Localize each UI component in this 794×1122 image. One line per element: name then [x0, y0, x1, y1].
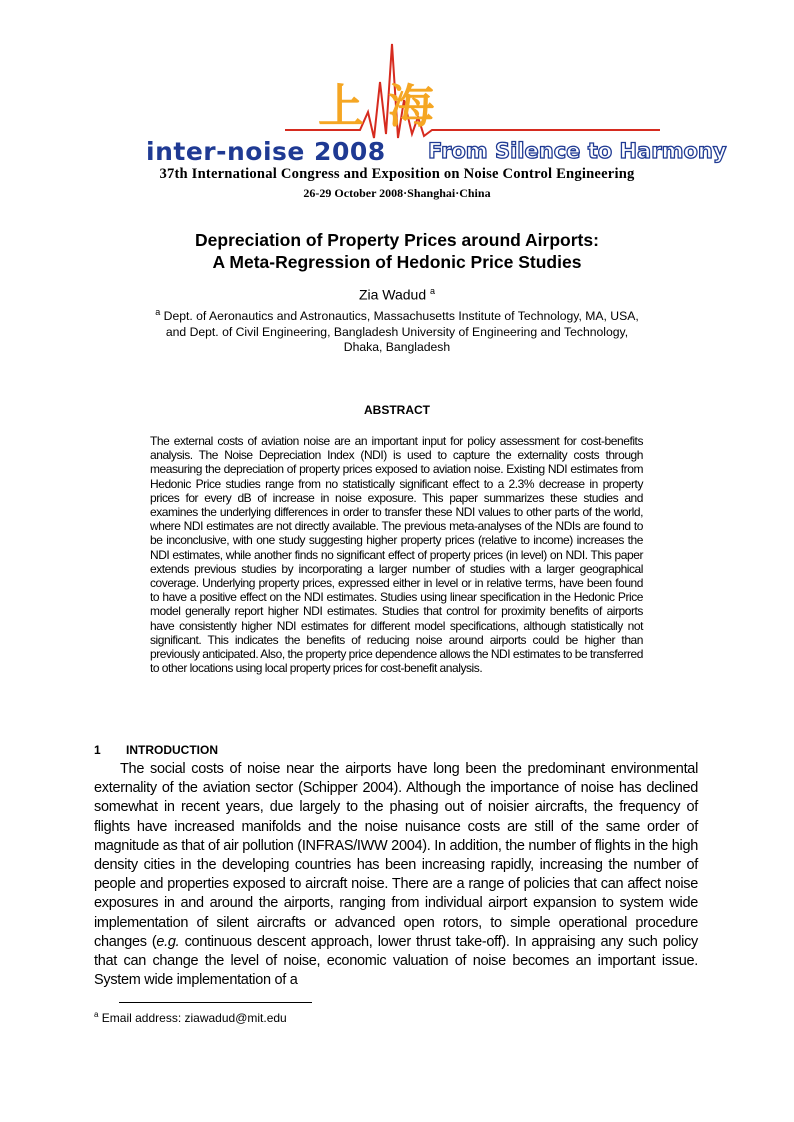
section-heading	[94, 743, 218, 757]
footnote-sup: a	[94, 1010, 99, 1019]
congress-dates: 26-29 October 2008·Shanghai·China	[303, 186, 491, 200]
footnote-text: Email address: ziawadud@mit.edu	[101, 1011, 287, 1025]
affiliation	[150, 305, 644, 356]
conference-logo	[140, 42, 727, 170]
abstract-heading: ABSTRACT	[364, 403, 430, 417]
logo-name-text: inter-noise 2008	[146, 137, 386, 166]
affil-sup: a	[155, 307, 161, 317]
affiliation-text: Dept. of Aeronautics and Astronautics, Massachusetts Institute of Technology, MA, USA, and Dept. of Civil Engineering, Bangladesh University of Engineering and Technology, Dhaka, Bangladesh	[163, 309, 639, 355]
title-line-2: A Meta-Regression of Hedonic Price Studies	[212, 252, 582, 272]
title-line-1: Depreciation of Property Prices around Airports:	[195, 230, 599, 250]
congress-name: 37th International Congress and Exposition on Noise Control Engineering	[159, 166, 635, 182]
footnote	[94, 1010, 287, 1025]
abstract-text: The external costs of aviation noise are an important input for policy assessment for cost-benefits analysis. The Noise Depreciation Index (NDI) is used to capture the externality costs through measuring the depreciation of property prices exposed to aviation noise. Existing NDI estimates from Hedonic Price studies range from no statistically significant effect to a 2.3% decrease in property prices for every dB of increase in noise exposure. This paper summarizes these studies and examines the underlying differences in order to transfer these NDI values to other parts of the world, where NDI estimates are not directly available. The previous meta-analyses of the NDIs are found to be inconclusive, with one study suggesting higher property prices (relative to income) increases the NDI estimates, while another finds no significant effect of property prices (in level) on NDI. This paper extends previous studies by incorporating a larger number of studies with a larger geographical coverage. Underlying property prices, expressed either in level or in relative terms, have been found to have a positive effect on the NDI estimates. Studies using linear specification in the Hedonic Price model generally report higher NDI estimates. Studies that control for proximity benefits of airports have consistently higher NDI estimates for different model specifications, although statistically not significant. This indicates the benefits of reducing noise around airports could be higher than previously anticipated. Also, the property price dependence allows the NDI estimates to be transferred to other locations using local property prices for cost-benefit analysis.	[150, 434, 643, 676]
intro-text-eg: e.g.	[156, 933, 180, 950]
logo-chinese-text: 上海	[318, 79, 458, 133]
author-name: Zia Wadud	[358, 286, 427, 303]
author	[0, 286, 794, 303]
intro-text-2: continuous descent approach, lower thrust take-off). In appraising any such policy that can change the level of noise, economic valuation of noise becomes an important issue. System wide implementation of a	[94, 933, 698, 989]
section-number: 1	[94, 743, 101, 757]
footnote-rule	[119, 1002, 312, 1003]
section-title: INTRODUCTION	[126, 743, 218, 757]
logo-tagline-text: From Silence to Harmony	[428, 139, 727, 163]
author-sup: a	[430, 286, 436, 296]
intro-paragraph	[94, 760, 698, 990]
paper-title	[0, 229, 794, 273]
intro-text-1: The social costs of noise near the airports have long been the predominant environmental externality of the aviation sector (Schipper 2004). Although the importance of noise has declined somewhat in recent years, due largely to the phasing out of noisier aircrafts, the frequency of flights have increased manifolds and the noise nuisance costs are still of the same order of magnitude as that of air pollution (INFRAS/IWW 2004). In addition, the number of flights in the high density cities in the developing countries has been increasing rapidly, increasing the number of people and properties exposed to aircraft noise. There are a range of policies that can affect noise exposures in and around the airports, ranging from individual airport expansion to system wide implementation of silent aircrafts or advanced open rotors, to simple operational procedure changes (	[94, 761, 698, 950]
